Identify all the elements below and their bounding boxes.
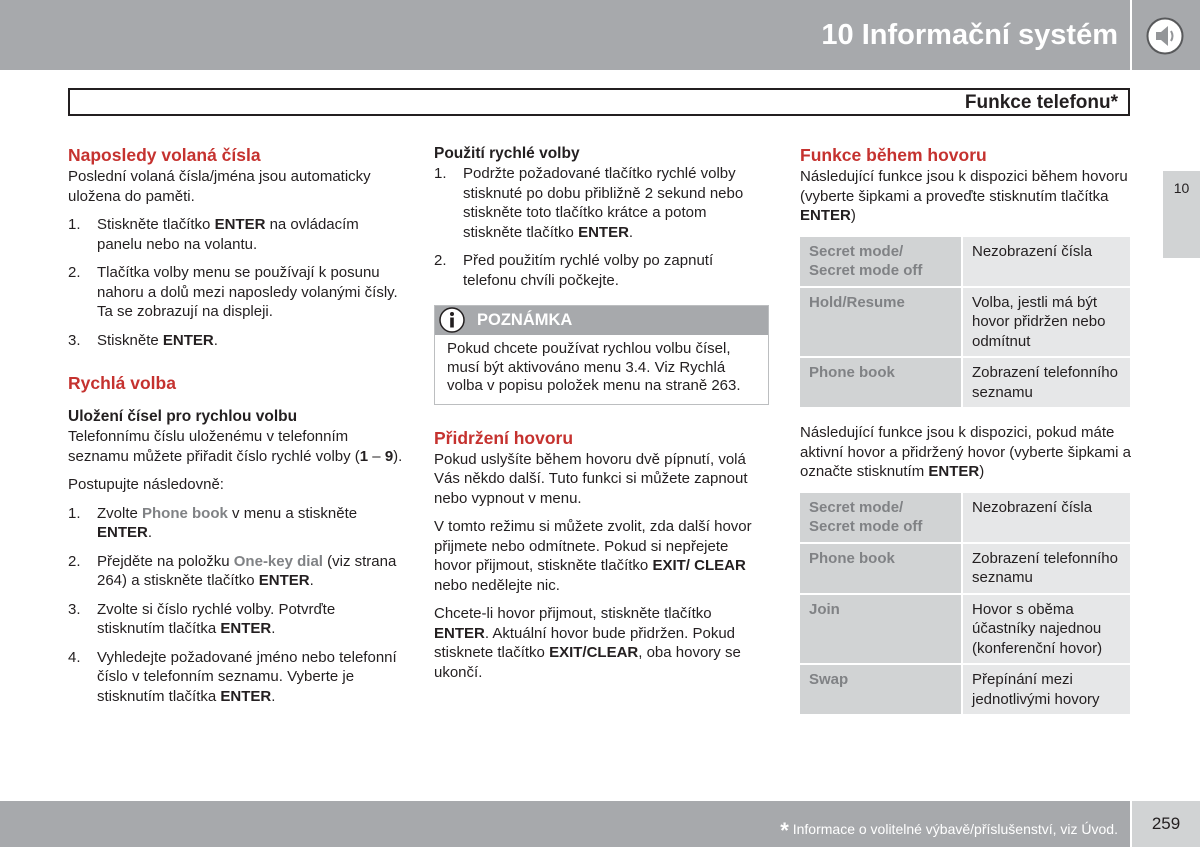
subheading-use-speed-dial: Použití rychlé volby — [434, 145, 580, 162]
list-item: 1. Stiskněte tlačítko ENTER na ovládacím panelu nebo na volantu. — [68, 216, 359, 253]
chapter-side-tab — [1163, 171, 1200, 258]
note-header — [435, 306, 768, 335]
list-item: 1. Zvolte Phone book v menu a stiskněte ENTER. — [68, 504, 358, 541]
section-title: Funkce telefonu* — [964, 92, 1118, 113]
page-number: 259 — [1151, 814, 1181, 833]
subheading-store-speed-dial: Uložení čísel pro rychlou volbu — [68, 408, 298, 425]
chapter-title: 10 Informační systém — [821, 19, 1118, 51]
paragraph: Následující funkce jsou k dispozici během hovoru (vyberte šipkami a proveďte stisknutím tlačítka ENTER) — [800, 168, 1128, 224]
table-row: Secret mode/ Secret mode off Nezobrazení čísla — [800, 237, 1130, 286]
paragraph: Následující funkce jsou k dispozici, pokud máte aktivní hovor a přidržený hovor (vyberte šipkami a označte stisknutím ENTER) — [800, 424, 1131, 480]
table-row: Hold/Resume Volba, jestli má být hovor přidržen nebo odmítnut — [800, 288, 1130, 357]
chapter-side-tab-label: 10 — [1173, 180, 1190, 196]
in-call-functions-table — [800, 235, 1130, 410]
column-middle — [434, 144, 769, 691]
paragraph: Poslední volaná čísla/jména jsou automaticky uložena do paměti. — [68, 168, 371, 205]
list-item: 4. Vyhledejte požadované jméno nebo telefonní číslo v telefonním seznamu. Vyberte je stisknutím tlačítka ENTER. — [68, 648, 397, 705]
table-row: Phone book Zobrazení telefonního seznamu — [800, 358, 1130, 407]
use-speed-dial-steps — [434, 164, 769, 290]
held-call-functions-table — [800, 491, 1130, 717]
footer-note: * Informace o volitelné výbavě/příslušenství, viz Úvod. — [780, 818, 1118, 843]
list-item: 1. Podržte požadované tlačítko rychlé volby stisknuté po dobu přibližně 2 sekund nebo stiskněte toto tlačítko krátce a potom stiskněte tlačítko ENTER. — [434, 165, 744, 241]
table-row: Secret mode/ Secret mode off Nezobrazení čísla — [800, 493, 1130, 542]
note-box — [434, 305, 769, 405]
heading-speed-dial: Rychlá volba — [68, 373, 176, 393]
list-item: 2. Před použitím rychlé volby po zapnutí telefonu chvíli počkejte. — [434, 252, 714, 289]
paragraph: Chcete-li hovor přijmout, stiskněte tlačítko ENTER. Aktuální hovor bude přidržen. Pokud stisknete tlačítko EXIT/CLEAR, oba hovory se ukončí. — [434, 605, 741, 681]
table-row: Join Hovor s oběma účastníky najednou (konferenční hovor) — [800, 595, 1130, 664]
table-row: Swap Přepínání mezi jednotlivými hovory — [800, 665, 1130, 714]
paragraph: Telefonnímu číslu uloženému v telefonním seznamu můžete přiřadit číslo rychlé volby (1 – 9). — [68, 428, 403, 465]
heading-in-call-functions: Funkce během hovoru — [800, 145, 987, 165]
info-icon — [438, 306, 466, 334]
heading-recent-numbers: Naposledy volaná čísla — [68, 145, 261, 165]
note-body: Pokud chcete používat rychlou volbu čísel, musí být aktivováno menu 3.4. Viz Rychlá volba v popisu položek menu na straně 263. — [447, 340, 741, 394]
list-item: 3. Stiskněte ENTER. — [68, 331, 218, 349]
table-row: Phone book Zobrazení telefonního seznamu — [800, 544, 1130, 593]
paragraph: V tomto režimu si můžete zvolit, zda další hovor přijmete nebo odmítnete. Pokud si nepřejete hovor přijmout, stiskněte tlačítko EXIT/ CLEAR nebo nedělejte nic. — [434, 518, 752, 594]
note-title: POZNÁMKA — [477, 311, 573, 329]
list-item: 2. Tlačítka volby menu se používají k posunu nahoru a dolů mezi naposledy volanými čísly. Ta se zobrazují na displeji. — [68, 264, 398, 320]
section-header-box — [68, 88, 1130, 116]
list-item: 3. Zvolte si číslo rychlé volby. Potvrďte stisknutím tlačítka ENTER. — [68, 600, 336, 637]
recent-numbers-steps — [68, 215, 403, 350]
column-left — [68, 144, 403, 715]
heading-call-waiting: Přidržení hovoru — [434, 427, 574, 448]
list-item: 2. Přejděte na položku One-key dial (viz strana 264) a stiskněte tlačítko ENTER. — [68, 552, 397, 589]
speed-dial-steps — [68, 504, 403, 707]
speaker-icon — [1146, 17, 1184, 55]
paragraph: Postupujte následovně: — [68, 476, 224, 493]
paragraph: Pokud uslyšíte během hovoru dvě pípnutí, volá Vás někdo další. Tuto funkci si můžete zapnout nebo vypnout v menu. — [434, 450, 748, 507]
column-right — [800, 144, 1132, 730]
